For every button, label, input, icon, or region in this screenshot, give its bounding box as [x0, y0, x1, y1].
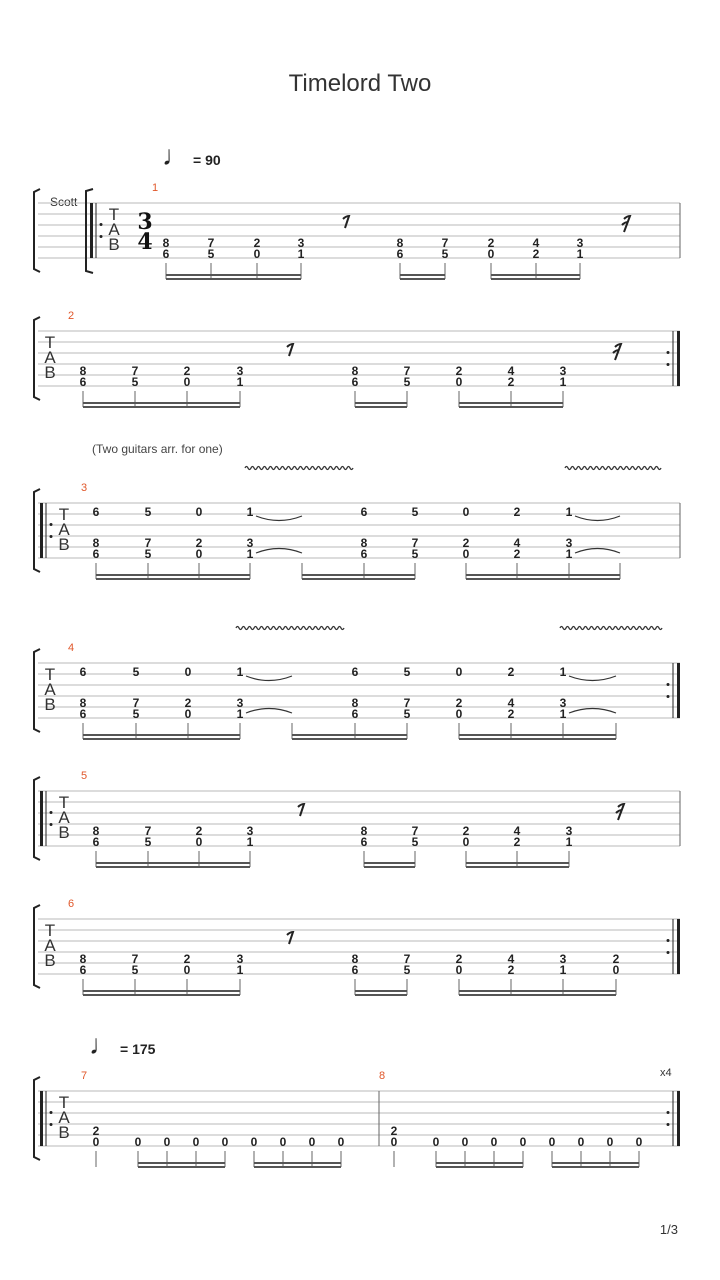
- fret-number: 0: [195, 505, 203, 519]
- fret-number: 7: [411, 824, 419, 838]
- fret-number: 5: [131, 375, 139, 389]
- fret-number: 2: [92, 1124, 100, 1138]
- vibrato-mark: [245, 467, 353, 470]
- fret-number: 3: [297, 236, 305, 250]
- fret-number: 0: [192, 1135, 200, 1149]
- fret-number: 6: [92, 835, 100, 849]
- fret-number: 0: [279, 1135, 287, 1149]
- fret-number: 8: [79, 696, 87, 710]
- eighth-rest: [298, 804, 304, 816]
- tab-clef-letter: T: [108, 205, 120, 224]
- tie-arc: [256, 549, 302, 554]
- measure-number: 7: [80, 1070, 88, 1082]
- repeat-dot: [667, 363, 670, 366]
- fret-number: 2: [532, 247, 540, 261]
- fret-number: 7: [441, 236, 449, 250]
- fret-number: 0: [184, 665, 192, 679]
- fret-number: 7: [403, 696, 411, 710]
- fret-number: 0: [519, 1135, 527, 1149]
- fret-number: 0: [461, 1135, 469, 1149]
- tab-clef-letter: T: [58, 793, 70, 812]
- song-title: Timelord Two: [288, 70, 432, 97]
- fret-number: 3: [565, 536, 573, 550]
- repeat-dot: [667, 951, 670, 954]
- fret-number: 0: [455, 707, 463, 721]
- fret-number: 5: [403, 707, 411, 721]
- fret-number: 6: [351, 707, 359, 721]
- repeat-end-thick-bar: [677, 331, 680, 386]
- fret-number: 4: [532, 236, 540, 250]
- fret-number: 0: [134, 1135, 142, 1149]
- fret-number: 2: [487, 236, 495, 250]
- tie-arc: [575, 549, 620, 554]
- fret-number: 6: [351, 375, 359, 389]
- fret-number: 1: [246, 547, 254, 561]
- fret-number: 8: [360, 824, 368, 838]
- fret-number: 5: [403, 665, 411, 679]
- fret-number: 5: [403, 375, 411, 389]
- fret-number: 2: [253, 236, 261, 250]
- fret-number: 8: [396, 236, 404, 250]
- tie-arc: [569, 709, 616, 714]
- fret-number: 8: [92, 536, 100, 550]
- fret-number: 7: [144, 536, 152, 550]
- repeat-end-thick-bar: [677, 919, 680, 974]
- fret-number: 2: [513, 505, 521, 519]
- system-bracket: [34, 489, 40, 572]
- fret-number: 3: [236, 364, 244, 378]
- fret-number: 6: [79, 375, 87, 389]
- system-bracket: [34, 317, 40, 400]
- fret-number: 5: [132, 707, 140, 721]
- fret-number: 0: [548, 1135, 556, 1149]
- fret-number: 5: [132, 665, 140, 679]
- tab-clef-letter: A: [44, 936, 56, 955]
- fret-number: 0: [577, 1135, 585, 1149]
- fret-number: 5: [411, 547, 419, 561]
- tie-arc: [246, 709, 292, 714]
- fret-number: 6: [79, 963, 87, 977]
- vibrato-mark: [236, 627, 344, 630]
- fret-number: 4: [513, 824, 521, 838]
- fret-number: 5: [144, 835, 152, 849]
- fret-number: 3: [576, 236, 584, 250]
- fret-number: 0: [606, 1135, 614, 1149]
- fret-number: 1: [565, 505, 573, 519]
- system-bracket: [34, 777, 40, 860]
- fret-number: 0: [221, 1135, 229, 1149]
- fret-number: 0: [487, 247, 495, 261]
- fret-number: 5: [411, 505, 419, 519]
- fret-number: 1: [236, 707, 244, 721]
- fret-number: 1: [559, 963, 567, 977]
- fret-number: 7: [403, 952, 411, 966]
- time-signature-numerator: 3: [137, 209, 153, 235]
- tab-clef-letter: A: [58, 808, 70, 827]
- page-number: 1/3: [659, 1222, 678, 1237]
- repeat-count-label: x4: [660, 1067, 672, 1079]
- repeat-dot: [50, 535, 53, 538]
- tab-clef-letter: B: [58, 823, 70, 842]
- fret-number: 6: [360, 505, 368, 519]
- system-bracket: [34, 905, 40, 988]
- fret-number: 1: [297, 247, 305, 261]
- fret-number: 0: [490, 1135, 498, 1149]
- fret-number: 8: [92, 824, 100, 838]
- tab-clef-letter: B: [108, 235, 120, 254]
- fret-number: 6: [360, 547, 368, 561]
- tab-clef-letter: A: [58, 1108, 70, 1127]
- fret-number: 7: [403, 364, 411, 378]
- fret-number: 0: [455, 963, 463, 977]
- fret-number: 1: [236, 665, 244, 679]
- tie-arc: [575, 516, 620, 521]
- fret-number: 5: [441, 247, 449, 261]
- fret-number: 8: [79, 364, 87, 378]
- fret-number: 3: [246, 824, 254, 838]
- fret-number: 0: [163, 1135, 171, 1149]
- fret-number: 6: [351, 665, 359, 679]
- tab-clef-letter: T: [58, 505, 70, 524]
- time-signature-denominator: 4: [137, 229, 153, 255]
- fret-number: 3: [559, 952, 567, 966]
- system-bracket: [34, 189, 40, 272]
- quarter-note-icon: ♩: [162, 140, 190, 171]
- fret-number: 2: [507, 963, 515, 977]
- measure-number: 3: [80, 482, 88, 494]
- fret-number: 2: [507, 375, 515, 389]
- tie-arc: [246, 676, 292, 681]
- tab-clef-letter: A: [58, 520, 70, 539]
- eighth-rest: [287, 932, 293, 944]
- fret-number: 2: [612, 952, 620, 966]
- vibrato-mark: [565, 467, 661, 470]
- repeat-start-thick-bar: [40, 503, 43, 558]
- fret-number: 0: [183, 963, 191, 977]
- fret-number: 0: [337, 1135, 345, 1149]
- fret-number: 5: [207, 247, 215, 261]
- fret-number: 6: [162, 247, 170, 261]
- tab-clef-letter: T: [44, 333, 56, 352]
- fret-number: 4: [513, 536, 521, 550]
- fret-number: 1: [565, 547, 573, 561]
- fret-number: 0: [195, 547, 203, 561]
- eighth-rest: [287, 344, 293, 356]
- repeat-start-thick-bar: [40, 1091, 43, 1146]
- fret-number: 0: [462, 505, 470, 519]
- fret-number: 8: [351, 952, 359, 966]
- fret-number: 2: [455, 696, 463, 710]
- fret-number: 8: [351, 364, 359, 378]
- repeat-start-thick-bar: [40, 791, 43, 846]
- fret-number: 0: [92, 1135, 100, 1149]
- fret-number: 1: [559, 707, 567, 721]
- fret-number: 0: [195, 835, 203, 849]
- fret-number: 2: [507, 665, 515, 679]
- fret-number: 1: [236, 375, 244, 389]
- fret-number: 2: [455, 952, 463, 966]
- fret-number: 4: [507, 952, 515, 966]
- tab-clef-letter: B: [44, 695, 56, 714]
- tab-clef-letter: A: [44, 680, 56, 699]
- fret-number: 2: [195, 824, 203, 838]
- repeat-dot: [667, 939, 670, 942]
- eighth-rest: [343, 216, 349, 228]
- arrangement-annotation: (Two guitars arr. for one): [92, 442, 223, 456]
- fret-number: 2: [183, 952, 191, 966]
- fret-number: 7: [131, 364, 139, 378]
- tab-clef-letter: B: [44, 363, 56, 382]
- fret-number: 0: [462, 835, 470, 849]
- fret-number: 3: [246, 536, 254, 550]
- fret-number: 2: [195, 536, 203, 550]
- fret-number: 2: [455, 364, 463, 378]
- tab-clef-letter: T: [44, 921, 56, 940]
- fret-number: 2: [183, 364, 191, 378]
- fret-number: 3: [236, 952, 244, 966]
- fret-number: 7: [144, 824, 152, 838]
- fret-number: 1: [565, 835, 573, 849]
- fret-number: 1: [246, 835, 254, 849]
- fret-number: 0: [250, 1135, 258, 1149]
- fret-number: 8: [162, 236, 170, 250]
- fret-number: 7: [207, 236, 215, 250]
- fret-number: 6: [351, 963, 359, 977]
- repeat-dot: [50, 1123, 53, 1126]
- fret-number: 5: [411, 835, 419, 849]
- fret-number: 4: [507, 696, 515, 710]
- measure-number: 2: [67, 310, 75, 322]
- fret-number: 0: [390, 1135, 398, 1149]
- fret-number: 0: [462, 547, 470, 561]
- fret-number: 3: [236, 696, 244, 710]
- measure-number: 8: [378, 1070, 386, 1082]
- tab-clef-letter: A: [108, 220, 120, 239]
- fret-number: 6: [79, 665, 87, 679]
- fret-number: 1: [576, 247, 584, 261]
- tab-clef-letter: B: [58, 1123, 70, 1142]
- fret-number: 7: [131, 952, 139, 966]
- repeat-dot: [50, 523, 53, 526]
- fret-number: 0: [253, 247, 261, 261]
- measure-number: 5: [80, 770, 88, 782]
- fret-number: 3: [559, 364, 567, 378]
- tab-clef-letter: B: [58, 535, 70, 554]
- repeat-dot: [667, 351, 670, 354]
- fret-number: 0: [455, 375, 463, 389]
- repeat-dot: [667, 695, 670, 698]
- sixteenth-rest: [616, 804, 624, 820]
- repeat-dot: [667, 1111, 670, 1114]
- fret-number: 8: [351, 696, 359, 710]
- repeat-end-thick-bar: [677, 1091, 680, 1146]
- fret-number: 8: [360, 536, 368, 550]
- fret-number: 6: [396, 247, 404, 261]
- measure-number: 1: [151, 182, 159, 194]
- fret-number: 6: [360, 835, 368, 849]
- sixteenth-rest: [622, 216, 630, 232]
- fret-number: 5: [144, 505, 152, 519]
- tab-clef-letter: T: [44, 665, 56, 684]
- system-bracket: [34, 649, 40, 732]
- fret-number: 0: [432, 1135, 440, 1149]
- measure-number: 4: [67, 642, 75, 654]
- repeat-start-thick-bar: [90, 203, 93, 258]
- fret-number: 3: [559, 696, 567, 710]
- quarter-note-icon: ♩: [89, 1029, 117, 1060]
- fret-number: 2: [513, 835, 521, 849]
- fret-number: 0: [635, 1135, 643, 1149]
- fret-number: 6: [79, 707, 87, 721]
- fret-number: 1: [559, 665, 567, 679]
- fret-number: 3: [565, 824, 573, 838]
- fret-number: 0: [184, 707, 192, 721]
- fret-number: 6: [92, 505, 100, 519]
- fret-number: 2: [462, 824, 470, 838]
- fret-number: 7: [132, 696, 140, 710]
- fret-number: 0: [308, 1135, 316, 1149]
- fret-number: 7: [411, 536, 419, 550]
- fret-number: 5: [144, 547, 152, 561]
- repeat-dot: [100, 223, 103, 226]
- measure-number: 6: [67, 898, 75, 910]
- tab-clef-letter: A: [44, 348, 56, 367]
- tab-clef-letter: B: [44, 951, 56, 970]
- fret-number: 2: [390, 1124, 398, 1138]
- tempo-value: = 90: [193, 152, 221, 168]
- fret-number: 2: [507, 707, 515, 721]
- fret-number: 5: [403, 963, 411, 977]
- fret-number: 4: [507, 364, 515, 378]
- fret-number: 1: [236, 963, 244, 977]
- fret-number: 1: [246, 505, 254, 519]
- repeat-dot: [667, 683, 670, 686]
- tempo-value: = 175: [120, 1041, 156, 1057]
- fret-number: 0: [612, 963, 620, 977]
- tab-clef-letter: T: [58, 1093, 70, 1112]
- fret-number: 0: [183, 375, 191, 389]
- fret-number: 0: [455, 665, 463, 679]
- repeat-end-thick-bar: [677, 663, 680, 718]
- system-bracket: [34, 1077, 40, 1160]
- fret-number: 5: [131, 963, 139, 977]
- fret-number: 1: [559, 375, 567, 389]
- repeat-dot: [100, 235, 103, 238]
- instrument-label: Scott: [50, 195, 78, 209]
- sixteenth-rest: [613, 344, 621, 360]
- repeat-dot: [50, 1111, 53, 1114]
- repeat-dot: [50, 823, 53, 826]
- fret-number: 2: [462, 536, 470, 550]
- fret-number: 2: [184, 696, 192, 710]
- tie-arc: [569, 676, 616, 681]
- fret-number: 2: [513, 547, 521, 561]
- repeat-dot: [667, 1123, 670, 1126]
- vibrato-mark: [560, 627, 662, 630]
- fret-number: 6: [92, 547, 100, 561]
- tie-arc: [256, 516, 302, 521]
- fret-number: 8: [79, 952, 87, 966]
- repeat-dot: [50, 811, 53, 814]
